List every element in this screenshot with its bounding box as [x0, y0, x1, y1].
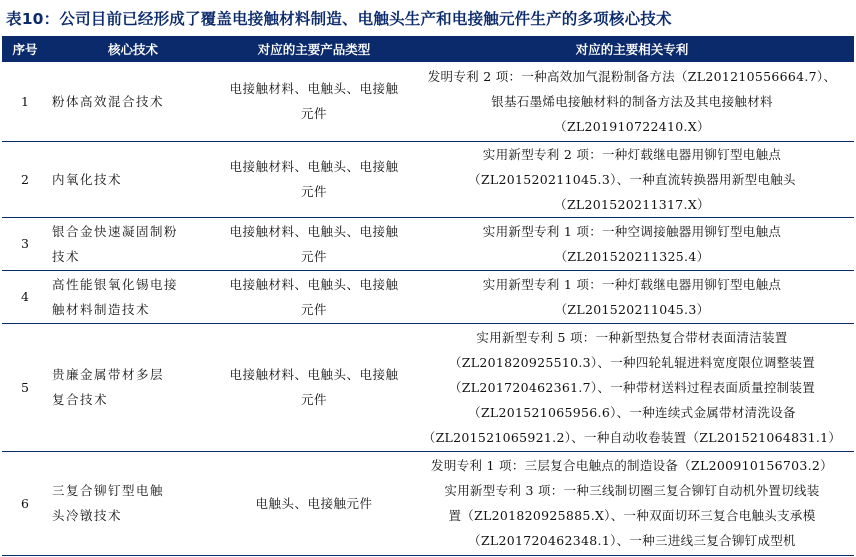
- core-tech-cell: [48, 217, 218, 270]
- core-tech-line: 触材料制造技术: [52, 301, 151, 317]
- patent-line: 实用新型专利 3 项：一种三线制切圈三复合铆钉自动机外置切线装: [444, 483, 820, 498]
- patent-line: 实用新型专利 1 项：一种灯载继电器用铆钉型电触点: [482, 276, 782, 292]
- product-line: 电接触材料、电触头、电接触: [229, 159, 399, 174]
- core-tech-cell: [48, 323, 218, 451]
- product-type-cell: [218, 62, 410, 141]
- patent-line: （ZL201720462361.7）、一种带材送料过程表面质量控制装置: [448, 379, 816, 395]
- core-tech-line: 头冷镦技术: [52, 508, 123, 523]
- core-tech-line: 贵廉金属带材多层: [52, 367, 165, 382]
- table-row: [2, 217, 854, 270]
- patent-cell: [410, 62, 854, 141]
- table-row: [2, 323, 854, 451]
- product-type-cell: [218, 217, 410, 270]
- row-number: 5: [2, 323, 48, 451]
- core-tech-cell: [48, 141, 218, 217]
- header-tech: 核心技术: [48, 36, 218, 62]
- core-tech-line: 高性能银氧化锡电接: [52, 276, 179, 292]
- product-line: 电接触材料、电触头、电接触: [229, 223, 399, 239]
- patent-cell: [410, 270, 854, 323]
- core-tech-line: 技术: [52, 248, 81, 264]
- patent-line: （ZL201520211045.3）: [554, 301, 710, 317]
- patent-line: 银基石墨烯电接触材料的制备方法及其电接触材料: [491, 93, 773, 109]
- row-number: 1: [2, 62, 48, 141]
- patent-cell: [410, 141, 854, 217]
- patent-line: （ZL201820925510.3）、一种四轮轧辊进料宽度限位调整装置: [448, 354, 816, 370]
- product-type-cell: [218, 451, 410, 555]
- product-line: 元件: [300, 106, 327, 122]
- core-tech-line: 银合金快速凝固制粉: [52, 223, 179, 239]
- patent-cell: [410, 217, 854, 270]
- core-tech-line: 三复合铆钉型电触: [52, 483, 165, 498]
- product-line: 元件: [300, 392, 327, 407]
- core-tech-line: 粉体高效混合技术: [52, 93, 165, 109]
- table-row: [2, 62, 854, 141]
- row-number: 4: [2, 270, 48, 323]
- patent-line: （ZL201520211045.3）、一种直流转换器用新型电触头: [468, 171, 796, 187]
- product-line: 电接触材料、电触头、电接触: [229, 276, 399, 292]
- patent-line: （ZL201521065921.2）、一种自动收卷装置（ZL201521064831.1）: [422, 429, 842, 445]
- core-tech-cell: [48, 62, 218, 141]
- patent-line: 实用新型专利 2 项：一种灯载继电器用铆钉型电触点: [482, 146, 782, 162]
- product-line: 元件: [300, 184, 327, 199]
- row-number: 3: [2, 217, 48, 270]
- row-number: 2: [2, 141, 48, 217]
- core-tech-cell: [48, 451, 218, 555]
- product-type-cell: [218, 323, 410, 451]
- patent-line: （ZL201521065956.6）、一种连续式金属带材清洗设备: [468, 404, 796, 420]
- table-row: [2, 451, 854, 555]
- patent-cell: [410, 323, 854, 451]
- table-row: [2, 141, 854, 217]
- patent-line: （ZL201720462348.1）、一种三进线三复合铆钉成型机: [468, 533, 796, 548]
- table-row: [2, 270, 854, 323]
- product-line: 电接触材料、电触头、电接触: [229, 81, 399, 97]
- product-line: 电触头、电接触元件: [255, 495, 373, 511]
- patent-line: （ZL201520211325.4）: [554, 248, 710, 264]
- product-line: 元件: [300, 248, 327, 264]
- header-products: 对应的主要产品类型: [218, 36, 410, 62]
- product-type-cell: [218, 141, 410, 217]
- product-line: 电接触材料、电触头、电接触: [229, 367, 399, 382]
- patent-line: （ZL201910722410.X）: [554, 118, 710, 134]
- patent-line: （ZL201520211317.X）: [554, 196, 710, 212]
- header-row: [2, 36, 854, 62]
- core-tech-line: 复合技术: [52, 392, 109, 407]
- patent-line: 发明专利 2 项：一种高效加气混粉制备方法（ZL201210556664.7）、: [427, 68, 837, 84]
- patent-line: 实用新型专利 5 项：一种新型热复合带材表面清洁装置: [476, 329, 788, 345]
- header-no: 序号: [2, 36, 48, 62]
- core-tech-cell: [48, 270, 218, 323]
- patent-cell: [410, 451, 854, 555]
- patent-line: 置（ZL201820925885.X）、一种双面切环三复合电触头支承模: [448, 508, 816, 523]
- header-patents: 对应的主要相关专利: [410, 36, 854, 62]
- row-number: 6: [2, 451, 48, 555]
- core-technology-table: [2, 36, 854, 556]
- patent-line: 发明专利 1 项：三层复合电触点的制造设备（ZL200910156703.2）: [431, 458, 833, 473]
- patent-line: 实用新型专利 1 项：一种空调接触器用铆钉型电触点: [482, 223, 782, 239]
- product-line: 元件: [300, 301, 327, 317]
- core-tech-line: 内氧化技术: [52, 171, 123, 187]
- table-title: 表10：公司目前已经形成了覆盖电接触材料制造、电触头生产和电接触元件生产的多项核心技术: [6, 10, 672, 28]
- product-type-cell: [218, 270, 410, 323]
